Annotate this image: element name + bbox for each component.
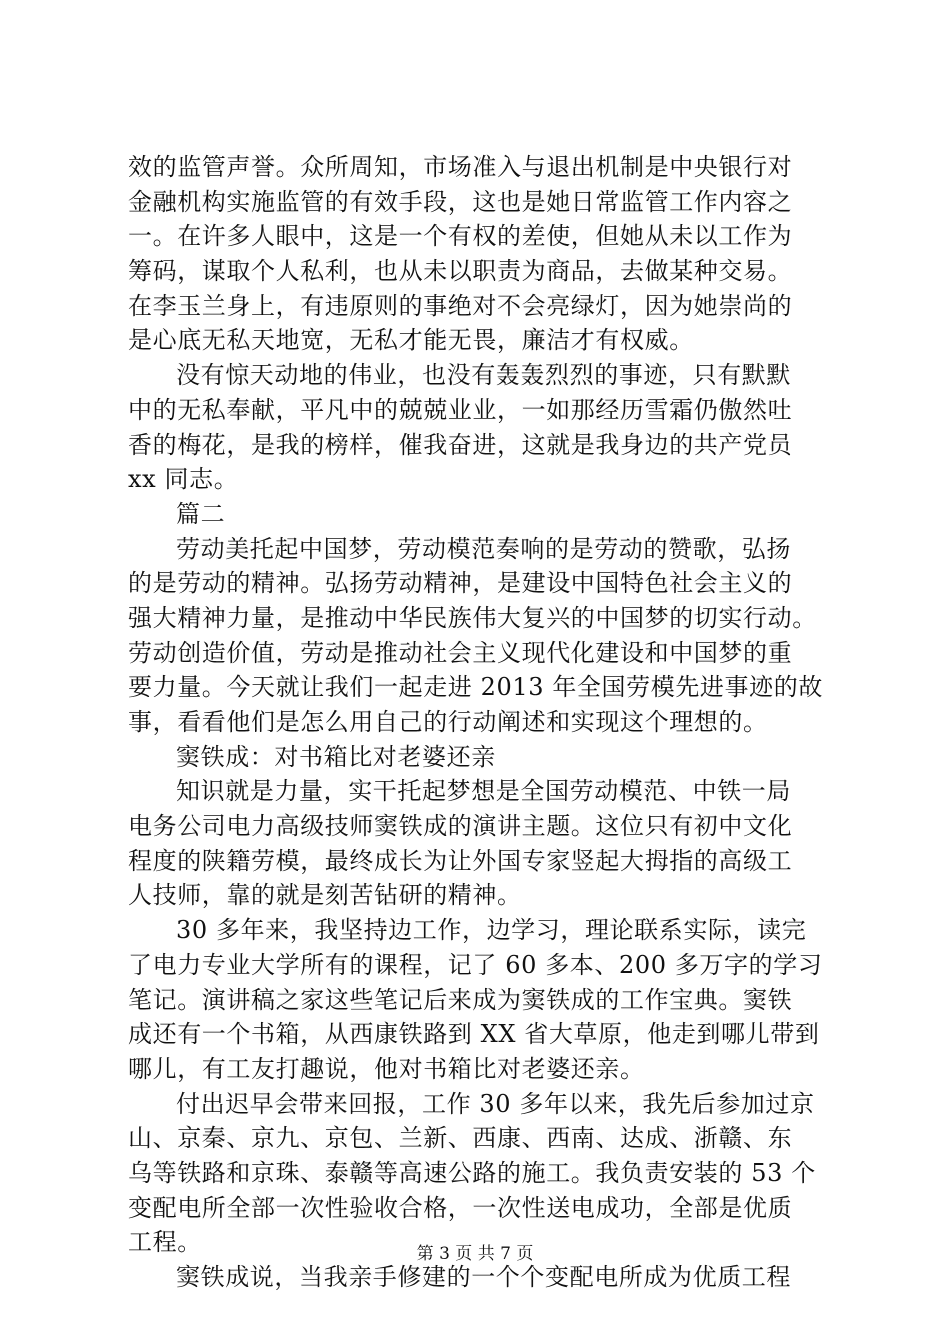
text-line: 效的监管声誉。众所周知，市场准入与退出机制是中央银行对 bbox=[128, 153, 793, 181]
text-line: 的是劳动的精神。弘扬劳动精神，是建设中国特色社会主义的 bbox=[128, 569, 793, 598]
text-line: xx 同志。 bbox=[128, 465, 239, 494]
text-line: 是心底无私天地宽，无私才能无畏，廉洁才有权威。 bbox=[128, 326, 694, 355]
paragraph-first-line: 篇二 bbox=[176, 499, 226, 528]
text-line: 一。在许多人眼中，这是一个有权的差使，但她从未以工作为 bbox=[128, 222, 793, 251]
text-line: 了电力专业大学所有的课程，记了 60 多本、200 多万字的学习 bbox=[128, 950, 823, 979]
text-line: 香的梅花，是我的榜样，催我奋进，这就是我身边的共产党员 bbox=[128, 430, 793, 459]
text-line: 电务公司电力高级技师窦铁成的演讲主题。这位只有初中文化 bbox=[128, 812, 793, 841]
paragraph-first-line: 窦铁成：对书箱比对老婆还亲 bbox=[176, 742, 496, 771]
document-body bbox=[128, 150, 840, 1295]
text-line: 事，看看他们是怎么用自己的行动阐述和实现这个理想的。 bbox=[128, 708, 768, 736]
text-line: 成还有一个书箱，从西康铁路到 XX 省大草原，他走到哪儿带到 bbox=[128, 1020, 820, 1049]
text-line: 要力量。今天就让我们一起走进 2013 年全国劳模先进事迹的故 bbox=[128, 673, 823, 702]
page-number-footer: 第 3 页 共 7 页 bbox=[416, 1244, 534, 1264]
text-line: 哪儿，有工友打趣说，他对书箱比对老婆还亲。 bbox=[128, 1054, 645, 1083]
text-line: 劳动创造价值，劳动是推动社会主义现代化建设和中国梦的重 bbox=[128, 638, 793, 667]
paragraph-first-line: 窦铁成说，当我亲手修建的一个个变配电所成为优质工程 bbox=[176, 1263, 791, 1291]
text-line: 山、京秦、京九、京包、兰新、西康、西南、达成、浙赣、东 bbox=[128, 1124, 793, 1153]
text-line: 强大精神力量，是推动中华民族伟大复兴的中国梦的切实行动。 bbox=[128, 603, 817, 632]
text-line: 中的无私奉献，平凡中的兢兢业业，一如那经历雪霜仍傲然吐 bbox=[128, 395, 793, 424]
text-line: 金融机构实施监管的有效手段，这也是她日常监管工作内容之 bbox=[128, 187, 793, 216]
paragraph-first-line: 劳动美托起中国梦，劳动模范奏响的是劳动的赞歌，弘扬 bbox=[176, 534, 791, 563]
text-line: 筹码，谋取个人私利，也从未以职责为商品，去做某种交易。 bbox=[128, 257, 793, 286]
paragraph-first-line: 知识就是力量，实干托起梦想是全国劳动模范、中铁一局 bbox=[176, 777, 791, 806]
text-line: 在李玉兰身上，有违原则的事绝对不会亮绿灯，因为她崇尚的 bbox=[128, 291, 793, 320]
text-line: 程度的陕籍劳模，最终成长为让外国专家竖起大拇指的高级工 bbox=[128, 846, 793, 875]
text-line: 笔记。演讲稿之家这些笔记后来成为窦铁成的工作宝典。窦铁 bbox=[128, 985, 793, 1014]
text-line: 人技师，靠的就是刻苦钻研的精神。 bbox=[128, 881, 522, 910]
text-line: 乌等铁路和京珠、泰赣等高速公路的施工。我负责安装的 53 个 bbox=[128, 1158, 816, 1187]
paragraph-first-line: 没有惊天动地的伟业，也没有轰轰烈烈的事迹，只有默默 bbox=[176, 361, 791, 390]
text-line: 变配电所全部一次性验收合格，一次性送电成功，全部是优质 bbox=[128, 1193, 793, 1222]
text-line: 工程。 bbox=[128, 1228, 202, 1257]
paragraph-first-line: 付出迟早会带来回报，工作 30 多年以来，我先后参加过京 bbox=[176, 1089, 815, 1118]
paragraph-first-line: 30 多年来，我坚持边工作，边学习，理论联系实际，读完 bbox=[176, 916, 807, 945]
